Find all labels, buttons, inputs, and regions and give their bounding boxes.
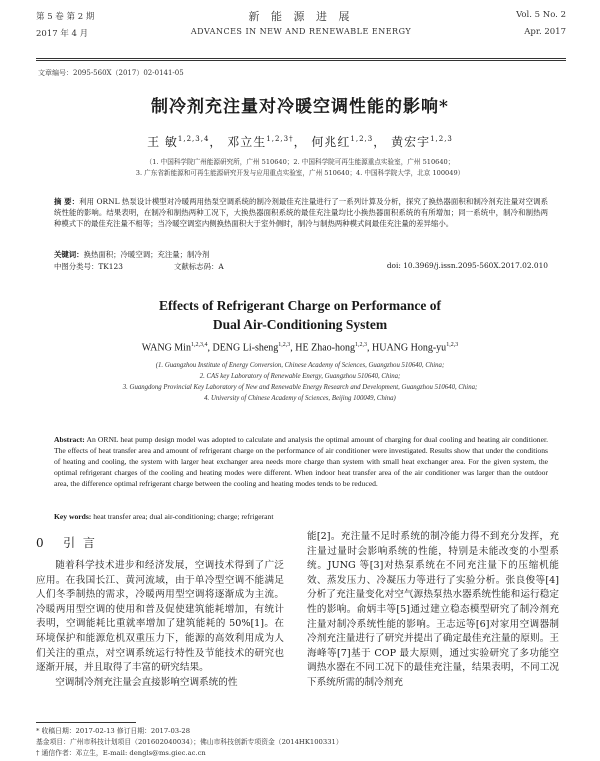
affiliation-en-line: 2. CAS key Laboratory of Renewable Energy, Guangzhou 510640, China; <box>199 373 401 380</box>
section-heading <box>36 534 284 551</box>
affiliation-cn-line: 3. 广东省新能源和可再生能源研究开发与应用重点实验室，广州 510640；4. 中国科学院大学，北京 100049） <box>135 169 465 177</box>
affiliation-en-line: 3. Guangdong Provincial Key Laboratory of New and Renewable Energy Research and Development, Guangzhou 510640, China; <box>122 384 478 391</box>
authors-en: WANG Min$^{1,2,3,4}$, DENG Li-sheng$^{1,2,3}$, HE Zhao-hong$^{1,2,3}$, HUANG Hong-yu$^{1,2,3}$ <box>141 342 459 354</box>
author-en: HUANG Hong-yu <box>372 342 447 354</box>
author-sup: 1,2,3 <box>446 342 459 348</box>
keywords-en-text: heat transfer area; dual air-conditioning; charge; refrigerant <box>93 512 274 521</box>
authors-cn: 王 敏$^{1,2,3,4}$， 邓立生$^{1,2,3\dagger}$， 何兆红$^{1,2,3}$， 黄宏宇$^{1,2,3}$ <box>147 135 453 149</box>
clc-number: 中图分类号：TK123 <box>54 262 123 271</box>
section-number: 0 <box>36 536 46 550</box>
author-cn: 邓立生 <box>227 135 267 149</box>
volume-issue-cn: 第 5 卷 第 2 期 <box>36 12 95 22</box>
intro-paragraph: 空调制冷剂充注量会直接影响空调系统的性 <box>55 676 238 688</box>
footnote-corresponding: † 通信作者：邓立生，E-mail: dengls@ms.giec.ac.cn <box>36 749 206 757</box>
footnote-rule <box>36 722 136 723</box>
author-sup: 1,2,3† <box>266 135 294 143</box>
author-en: WANG Min <box>141 342 191 354</box>
section-title: 引 言 <box>63 536 97 550</box>
title-en-line: Effects of Refrigerant Charge on Performance of <box>159 298 441 313</box>
keywords-en <box>54 512 548 521</box>
author-sup: 1,2,3 <box>350 135 374 143</box>
author-sup: 1,2,3 <box>278 342 291 348</box>
author-cn: 王 敏 <box>147 135 178 149</box>
keywords-cn-text: 换热面积；冷暖空调；充注量；制冷剂 <box>83 250 210 259</box>
keywords-en-label: Key words: <box>54 512 92 521</box>
author-cn: 黄宏宇 <box>391 135 431 149</box>
abstract-en <box>54 434 548 489</box>
author-sup: 1,2,3,4 <box>177 135 210 143</box>
footnote-dates: * 收稿日期：2017-02-13 修订日期：2017-03-28 <box>36 727 191 735</box>
body-column-left <box>36 530 284 690</box>
keywords-cn-label: 关键词： <box>54 250 84 259</box>
affiliation-en-line: (1. Guangzhou Institute of Energy Conversion, Chinese Academy of Sciences, Guangzhou 510640, China; <box>155 362 445 369</box>
intro-paragraph: 随着科学技术进步和经济发展，空调技术得到了广泛应用。在我国长江、黄河流域，由于单冷型空调不能满足人们冬季制热的需求，冷暖两用型空调将逐渐成为主流。冷暖两用型空调的使用和普及促使建筑能耗增加，有统计表明，空调能耗比重就率增加了建筑能耗的 50%[1]。在环境保护和能源危机双重压力下，能源的高效利用成为人们关注的重点，对空调系统运行特性及节能技术的研究也逐渐开展，并且取得了丰富的研究结果。 <box>36 560 284 674</box>
header-rule-top <box>36 58 566 59</box>
journal-name-en: ADVANCES IN NEW AND RENEWABLE ENERGY <box>190 27 412 36</box>
document-code: 文献标志码：A <box>174 262 224 271</box>
affiliation-en-line: 4. University of Chinese Academy of Sciences, Beijing 100049, China) <box>204 395 396 402</box>
header-rule-bottom <box>36 60 566 61</box>
volume-issue-en: Vol. 5 No. 2 <box>516 10 566 20</box>
abstract-cn <box>54 196 548 230</box>
footnote-funding: 基金项目：广州市科技计划项目（201602040034）；佛山市科技创新专项资金（2014HK100331） <box>36 738 343 746</box>
title-en <box>0 296 600 334</box>
classification-line <box>54 261 548 272</box>
title-cn: 制冷剂充注量对冷暖空调性能的影响* <box>151 97 449 117</box>
body-column-right <box>307 530 559 691</box>
abstract-en-text: An ORNL heat pump design model was adopted to calculate and analysis the optimal amount of charging for dual cooling and heating air conditioner. The effects of heat transfer area and amount of refrigerant charge on the performance of air conditioner were investigated. Results show that under the conditions of heating and cooling, the system with larger heat exchanger area needs more charge than system with small heat exchanger area. For the given system, the optimal refrigerant charges of the cooling and heating modes were different. When indoor heat transfer area of the air conditioner was larger than the outdoor area, the difference optimal refrigerant charge between the cooling and heating modes tends to be reduced. <box>54 435 548 489</box>
doi: doi: 10.3969/j.issn.2095-560X.2017.02.010 <box>386 261 548 270</box>
author-sup: 1,2,3,4 <box>190 342 208 348</box>
author-sup: 1,2,3 <box>355 342 368 348</box>
journal-name-cn: 新 能 源 进 展 <box>248 10 354 23</box>
article-number: 文章编号：2095-560X（2017）02-0141-05 <box>38 69 184 77</box>
intro-paragraph-continued: 能[2]。充注量不足时系统的制冷能力得不到充分发挥，充注量过量时会影响系统的性能，特别是未能改变的小型系统。JUNG 等[3]对热泵系统在不同充注量下的压缩机能效、蒸发压力、冷凝压力等进行了实验分析。张良俊等[4]分析了充注量变化对空气源热泵热水器系统性能和运行稳定性的影响。俞炳丰等[5]通过建立稳态模型研究了制冷剂充注量对制冷系统性能的影响。王志远等[6]对家用空调器制冷剂充注量进行了研究并提出了确定最佳充注量的原则。王海峰等[7]基于 COP 最大原则，通过实验研究了多功能空调热水器在不同工况下的最佳充注量，结果表明，不同工况下系统所需的制冷剂充 <box>307 531 559 688</box>
date-cn: 2017 年 4 月 <box>36 29 89 39</box>
abstract-cn-label: 摘 要： <box>54 197 80 206</box>
abstract-en-label: Abstract: <box>54 435 85 444</box>
affiliation-cn-line: （1. 中国科学院广州能源研究所，广州 510640；2. 中国科学院可再生能源重点实验室，广州 510640； <box>145 158 455 166</box>
author-cn: 何兆红 <box>311 135 351 149</box>
title-en-line: Dual Air-Conditioning System <box>212 317 388 332</box>
running-header <box>36 5 566 55</box>
abstract-cn-text: 利用 ORNL 热泵设计模型对冷暖两用热泵空调系统的制冷剂最佳充注量进行了一系列计算及分析，探究了换热器面积和制冷剂充注量对空调系统性能的影响。结果表明，在制冷和制热两种工况下，大换热器面积系统的最佳充注量均比小换热器面积系统的有所增加；同一系统中，制冷和制热两种模式下的最佳充注量不相等；当冷暖空调室内侧换热面积大于室外侧时，制冷与制热两种模式间最佳充注量的差异缩小。 <box>54 197 548 229</box>
author-sup: 1,2,3 <box>430 135 453 143</box>
keywords-cn <box>54 249 548 260</box>
author-en: DENG Li-sheng <box>212 342 279 354</box>
date-en: Apr. 2017 <box>524 27 566 37</box>
author-en: HE Zhao-hong <box>295 342 356 354</box>
